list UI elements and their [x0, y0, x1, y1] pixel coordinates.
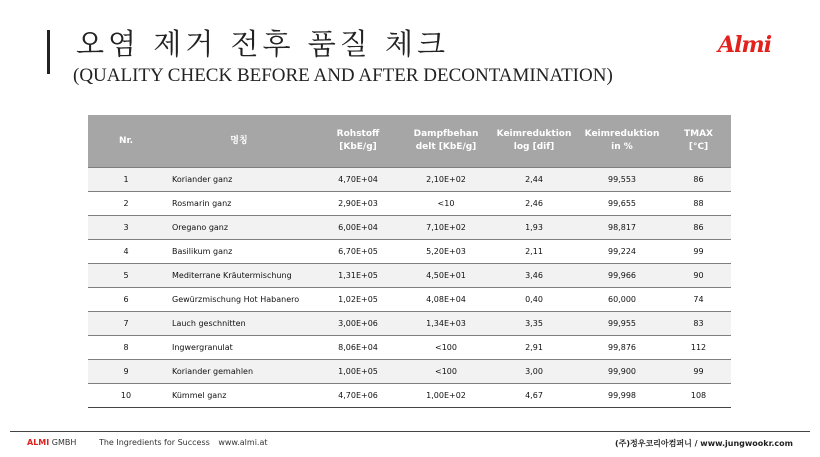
cell-rohstoff: 1,00E+05: [314, 360, 402, 384]
cell-percent: 99,955: [578, 312, 666, 336]
cell-name: Gewürzmischung Hot Habanero: [164, 288, 314, 312]
cell-tmax: 83: [666, 312, 731, 336]
cell-rohstoff: 1,02E+05: [314, 288, 402, 312]
cell-nr: 7: [88, 312, 164, 336]
cell-tmax: 99: [666, 240, 731, 264]
cell-rohstoff: 2,90E+03: [314, 192, 402, 216]
table-row: [88, 312, 731, 336]
table-row: [88, 216, 731, 240]
cell-nr: 4: [88, 240, 164, 264]
cell-name: Mediterrane Kräutermischung: [164, 264, 314, 288]
cell-percent: 98,817: [578, 216, 666, 240]
cell-rohstoff: 3,00E+06: [314, 312, 402, 336]
cell-log: 0,40: [490, 288, 578, 312]
cell-dampfbehandelt: 7,10E+02: [402, 216, 490, 240]
cell-tmax: 90: [666, 264, 731, 288]
page-title-english: (QUALITY CHECK BEFORE AND AFTER DECONTAMINATION): [73, 65, 613, 86]
footer-divider: [10, 431, 810, 432]
cell-dampfbehandelt: <10: [402, 192, 490, 216]
cell-tmax: 112: [666, 336, 731, 360]
footer-company: (주)정우코리아컴퍼니 / www.jungwookr.com: [614, 439, 793, 448]
cell-log: 2,11: [490, 240, 578, 264]
cell-percent: 99,655: [578, 192, 666, 216]
cell-log: 3,46: [490, 264, 578, 288]
cell-rohstoff: 4,70E+04: [314, 168, 402, 192]
cell-name: Rosmarin ganz: [164, 192, 314, 216]
cell-percent: 60,000: [578, 288, 666, 312]
cell-dampfbehandelt: 5,20E+03: [402, 240, 490, 264]
table-header-row: [88, 115, 731, 168]
cell-percent: 99,998: [578, 384, 666, 408]
title-accent-bar: [47, 30, 50, 74]
header-keimreduktion-percent: Keimreduktion in %: [578, 115, 666, 168]
quality-check-table: [88, 115, 731, 408]
cell-percent: 99,966: [578, 264, 666, 288]
cell-dampfbehandelt: 2,10E+02: [402, 168, 490, 192]
cell-log: 1,93: [490, 216, 578, 240]
footer-tagline: The Ingredients for Success: [98, 438, 210, 447]
cell-percent: 99,553: [578, 168, 666, 192]
footer-brand: ALMI GMBH: [27, 438, 77, 447]
header-rohstoff: Rohstoff [KbE/g]: [314, 115, 402, 168]
table-body: [88, 168, 731, 408]
cell-tmax: 99: [666, 360, 731, 384]
cell-log: 4,67: [490, 384, 578, 408]
cell-name: Koriander ganz: [164, 168, 314, 192]
cell-name: Lauch geschnitten: [164, 312, 314, 336]
cell-nr: 3: [88, 216, 164, 240]
cell-log: 2,91: [490, 336, 578, 360]
cell-log: 2,46: [490, 192, 578, 216]
cell-name: Koriander gemahlen: [164, 360, 314, 384]
cell-rohstoff: 6,00E+04: [314, 216, 402, 240]
cell-dampfbehandelt: 4,08E+04: [402, 288, 490, 312]
cell-rohstoff: 1,31E+05: [314, 264, 402, 288]
header-tmax: TMAX [°C]: [666, 115, 731, 168]
footer-website-link[interactable]: www.almi.at: [218, 438, 268, 447]
cell-name: Kümmel ganz: [164, 384, 314, 408]
table-row: [88, 168, 731, 192]
cell-rohstoff: 8,06E+04: [314, 336, 402, 360]
header-name: 명칭: [164, 115, 314, 168]
cell-percent: 99,224: [578, 240, 666, 264]
table-row: [88, 192, 731, 216]
cell-nr: 10: [88, 384, 164, 408]
cell-log: 3,35: [490, 312, 578, 336]
cell-dampfbehandelt: 1,34E+03: [402, 312, 490, 336]
page-title-korean: 오염 제거 전후 품질 체크: [76, 27, 450, 61]
almi-logo: Almi: [718, 32, 772, 58]
cell-nr: 1: [88, 168, 164, 192]
footer-left: [27, 438, 268, 447]
cell-tmax: 74: [666, 288, 731, 312]
cell-nr: 5: [88, 264, 164, 288]
cell-tmax: 86: [666, 216, 731, 240]
header-nr: Nr.: [88, 115, 164, 168]
header-dampfbehandelt: Dampfbehan delt [KbE/g]: [402, 115, 490, 168]
cell-dampfbehandelt: 1,00E+02: [402, 384, 490, 408]
table-row: [88, 336, 731, 360]
cell-percent: 99,876: [578, 336, 666, 360]
cell-name: Ingwergranulat: [164, 336, 314, 360]
cell-name: Oregano ganz: [164, 216, 314, 240]
cell-percent: 99,900: [578, 360, 666, 384]
cell-rohstoff: 4,70E+06: [314, 384, 402, 408]
cell-nr: 8: [88, 336, 164, 360]
header-keimreduktion-log: Keimreduktion log [dif]: [490, 115, 578, 168]
cell-nr: 2: [88, 192, 164, 216]
cell-dampfbehandelt: <100: [402, 360, 490, 384]
cell-log: 3,00: [490, 360, 578, 384]
cell-rohstoff: 6,70E+05: [314, 240, 402, 264]
cell-log: 2,44: [490, 168, 578, 192]
cell-tmax: 86: [666, 168, 731, 192]
cell-dampfbehandelt: 4,50E+01: [402, 264, 490, 288]
table-row: [88, 360, 731, 384]
cell-nr: 6: [88, 288, 164, 312]
cell-tmax: 108: [666, 384, 731, 408]
cell-tmax: 88: [666, 192, 731, 216]
table-row: [88, 288, 731, 312]
table-row: [88, 264, 731, 288]
cell-nr: 9: [88, 360, 164, 384]
table-row: [88, 384, 731, 408]
cell-dampfbehandelt: <100: [402, 336, 490, 360]
table-row: [88, 240, 731, 264]
cell-name: Basilikum ganz: [164, 240, 314, 264]
